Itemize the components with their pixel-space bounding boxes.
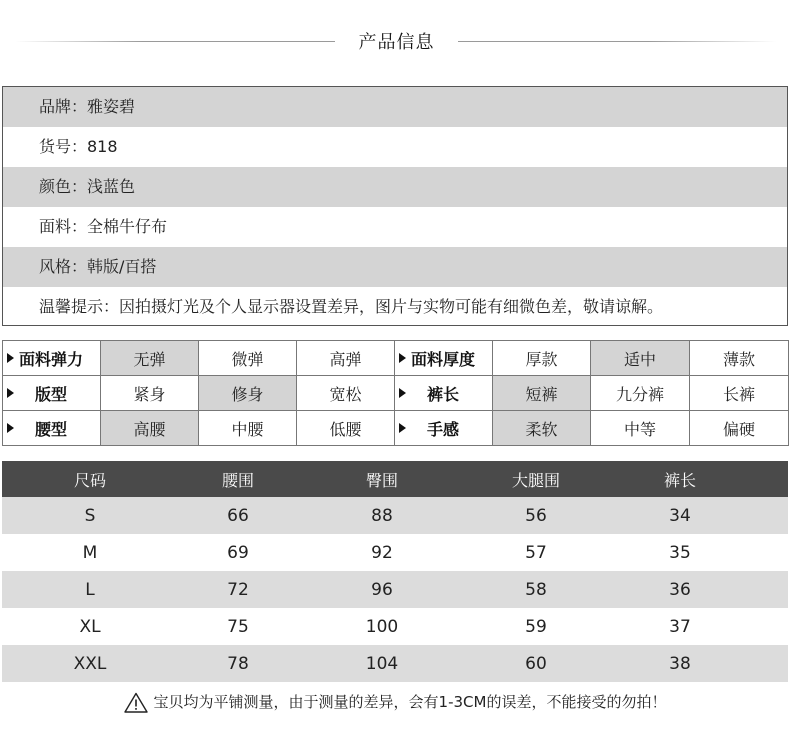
- attr-option: 紧身: [101, 376, 199, 411]
- info-fabric: 面料：全棉牛仔布: [39, 217, 168, 236]
- attr-label: 手感: [427, 419, 460, 439]
- title-divider-left: [15, 41, 335, 42]
- hip-cell: 88: [371, 505, 393, 526]
- info-brand: 品牌：雅姿碧: [3, 87, 787, 127]
- length-cell: 35: [669, 542, 691, 563]
- section-title: [0, 22, 790, 62]
- attribute-row: [3, 341, 789, 376]
- info-style: 风格：韩版/百搭: [3, 247, 787, 287]
- title-divider-right: [458, 41, 776, 42]
- hip-cell: 96: [371, 579, 393, 600]
- attr-option: 九分裤: [591, 376, 690, 411]
- size-cell: XL: [79, 616, 101, 637]
- triangle-right-icon: [7, 423, 14, 433]
- attr-option: 宽松: [297, 376, 395, 411]
- attr-option: 中等: [591, 411, 690, 446]
- attr-label: 面料厚度: [411, 349, 476, 369]
- length-cell: 36: [669, 579, 691, 600]
- info-item-number: 货号：818: [39, 137, 118, 156]
- hip-cell: 100: [365, 616, 399, 637]
- thigh-cell: 57: [525, 542, 547, 563]
- attr-label: 裤长: [427, 384, 460, 404]
- header-size: 尺码: [73, 470, 106, 490]
- attr-label-cell: [395, 341, 493, 376]
- attr-option: 中腰: [199, 411, 297, 446]
- size-cell: XXL: [73, 653, 107, 674]
- attr-label-cell: [3, 341, 101, 376]
- length-cell: 38: [669, 653, 691, 674]
- measurement-note: [0, 688, 790, 716]
- table-row: [2, 497, 788, 534]
- attr-label: 面料弹力: [19, 349, 84, 369]
- attr-option: 柔软: [493, 411, 591, 446]
- attr-option: 高弹: [297, 341, 395, 376]
- size-table-header: [2, 461, 788, 497]
- attr-option: 偏硬: [690, 411, 789, 446]
- size-cell: L: [85, 579, 95, 600]
- header-waist: 腰围: [221, 470, 254, 490]
- attr-option: 修身: [199, 376, 297, 411]
- table-row: [2, 608, 788, 645]
- thigh-cell: 59: [525, 616, 547, 637]
- size-cell: S: [84, 505, 96, 526]
- attr-option: 适中: [591, 341, 690, 376]
- attribute-grid: [2, 340, 789, 446]
- thigh-cell: 60: [525, 653, 547, 674]
- footer-note-text: 宝贝均为平铺测量，由于测量的差异，会有1-3CM的误差，不能接受的勿拍！: [153, 693, 667, 711]
- attr-option: 长裤: [690, 376, 789, 411]
- waist-cell: 66: [227, 505, 249, 526]
- attr-label-cell: [3, 411, 101, 446]
- attr-option: 厚款: [493, 341, 591, 376]
- header-thigh: 大腿围: [511, 470, 560, 490]
- attr-option: 薄款: [690, 341, 789, 376]
- length-cell: 34: [669, 505, 691, 526]
- triangle-right-icon: [399, 423, 406, 433]
- triangle-right-icon: [399, 353, 406, 363]
- thigh-cell: 58: [525, 579, 547, 600]
- attr-option: 微弹: [199, 341, 297, 376]
- thigh-cell: 56: [525, 505, 547, 526]
- attr-label-cell: [3, 376, 101, 411]
- attribute-row: [3, 411, 789, 446]
- warning-icon: [124, 692, 148, 713]
- table-row: [2, 534, 788, 571]
- header-length: 裤长: [663, 470, 696, 490]
- attr-label-cell: [395, 411, 493, 446]
- attribute-row: [3, 376, 789, 411]
- hip-cell: 92: [371, 542, 393, 563]
- attr-label: 腰型: [35, 419, 68, 439]
- product-info-box: [2, 86, 788, 326]
- info-color: 颜色：浅蓝色: [3, 167, 787, 207]
- table-row: [2, 571, 788, 608]
- size-cell: M: [82, 542, 98, 563]
- waist-cell: 78: [227, 653, 249, 674]
- triangle-right-icon: [7, 353, 14, 363]
- waist-cell: 72: [227, 579, 249, 600]
- attr-label-cell: [395, 376, 493, 411]
- table-row: [2, 645, 788, 682]
- hip-cell: 104: [365, 653, 399, 674]
- size-table: [2, 461, 788, 682]
- length-cell: 37: [669, 616, 691, 637]
- attr-option: 短裤: [493, 376, 591, 411]
- waist-cell: 75: [227, 616, 249, 637]
- waist-cell: 69: [227, 542, 249, 563]
- attr-label: 版型: [35, 384, 68, 404]
- page-title: 产品信息: [358, 32, 435, 53]
- triangle-right-icon: [399, 388, 406, 398]
- attr-option: 高腰: [101, 411, 199, 446]
- triangle-right-icon: [7, 388, 14, 398]
- header-hip: 臀围: [365, 470, 398, 490]
- attr-option: 无弹: [101, 341, 199, 376]
- attr-option: 低腰: [297, 411, 395, 446]
- info-notice: 温馨提示：因拍摄灯光及个人显示器设置差异，图片与实物可能有细微色差，敬请谅解。: [39, 297, 664, 316]
